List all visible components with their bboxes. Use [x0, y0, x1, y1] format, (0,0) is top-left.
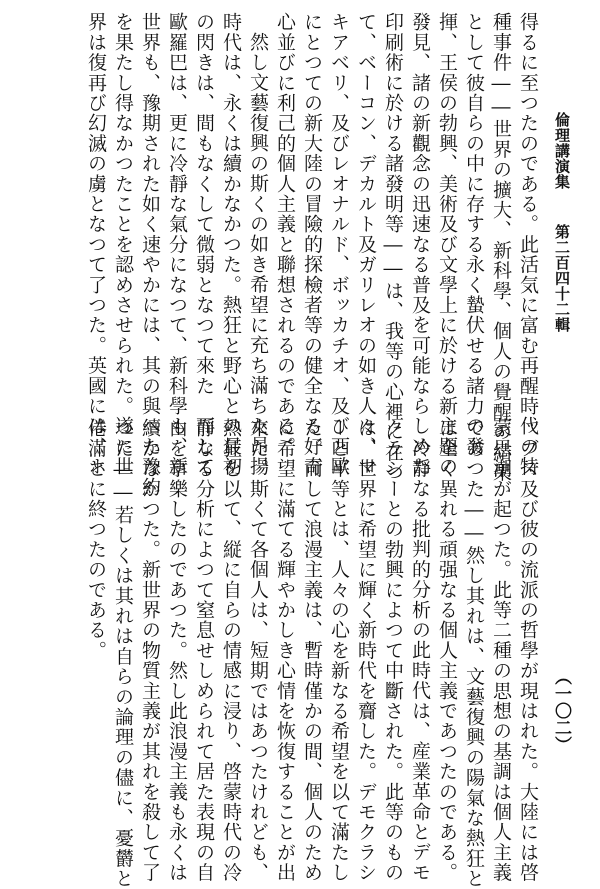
issue-number: 第二百四十二輯	[553, 224, 571, 333]
page-number: （一〇二）	[551, 668, 571, 753]
text-line: キアベリ、及びレオナルド、ボッカチオ、及び西歐	[328, 12, 350, 477]
text-line: 冷靜なる批判的分析の此時代は、産業革命とデモ	[409, 438, 431, 883]
text-line: 種事件――世界の擴大、新科學、個人の覺醒の結果	[490, 12, 512, 483]
text-line: は全く異れる頑强なる個人主義であつたのである。	[436, 418, 458, 883]
text-line: 來た。斯くて各個人は、短期ではあつたけれども、	[247, 418, 269, 883]
text-line: の閃きは、間もなくして微弱となつて來た 而して	[193, 12, 215, 477]
text-line: クラシーとの勃興によつて中斷された。此等のもの	[382, 418, 404, 883]
text-line: 由を享樂したのであつた。然し此浪漫主義も永くは	[166, 418, 188, 883]
text-line: ッブス及び彼の流派の哲學が現はれた。大陸には啓	[517, 418, 539, 883]
text-line: にとつての新大陸の冒險的探檢者等の健全なる好奇	[301, 12, 323, 477]
text-line: 歐羅巴は、更に冷靜な氣分になつて、新科學も、新	[166, 12, 188, 477]
text-line: は、世界に希望に輝く新時代を齎した。デモクラシ	[355, 418, 377, 883]
text-line: 印刷術に於ける諸發明等――は、我等の心裡に在つ	[382, 12, 404, 483]
text-line: て、ベーコン、デカルト及ガリレオの如き人々、マ	[355, 12, 377, 477]
text-line: 得るに至つたのである。此活気に富む再醒時代の特	[517, 12, 539, 477]
text-line: であつた――然し其れは、文藝復興の陽氣な熱狂と	[463, 418, 485, 889]
text-line: 倦滿とに終つたのである。	[85, 418, 107, 661]
text-line: た。而して浪漫主義は、暫時僅かの間、個人のため	[301, 418, 323, 883]
text-line: 然し文藝復興の斯くの如き希望に充ち滿ちた昂揚	[247, 32, 269, 477]
text-line: 揮、王侯の勃興、美術及び文學上に於ける新主題の	[436, 12, 458, 477]
text-line: 熱狂を以て、縦に自らの情感に浸り、啓蒙時代の冷	[220, 418, 242, 883]
text-line: として彼自らの中に存する永く蟄伏せる諸力の發	[463, 12, 485, 457]
text-line: つた――若しくは其れは自らの論理の儘に、憂欝と	[112, 418, 134, 889]
series-title: 倫理講演集	[553, 112, 571, 190]
text-line: 心並びに利己的個人主義と聯想されるのである。	[274, 12, 296, 457]
text-line: を果たし得なかつたことを認めさせられた。遂に世	[112, 12, 134, 477]
text-line: 發見、諸の新觀念の迅速なる普及を可能ならしめた	[409, 12, 431, 477]
text-line: 界は復再び幻滅の虜となつて了つた。英國には、ホ	[85, 12, 107, 477]
text-line: 時代は、永くは續かなかつた。熱狂と野心との最初	[220, 12, 242, 477]
text-line: 續かなかつた。新世界の物質主義が其れを殺して了	[139, 418, 161, 883]
text-line: ーと平等とは、人々の心を新なる希望を以て滿たし	[328, 418, 350, 883]
text-line: に希望に滿てる輝やかしき心情を恢復することが出	[274, 418, 296, 883]
text-line: 靜なる分析によつて窒息せしめられて居た表現の自	[193, 418, 215, 883]
text-line: 蒙思潮が起つた。此等二種の思想の基調は個人主義	[490, 418, 512, 883]
text-line: 世界も、豫期された如く速やかには、其の與へた豫約	[139, 12, 161, 497]
